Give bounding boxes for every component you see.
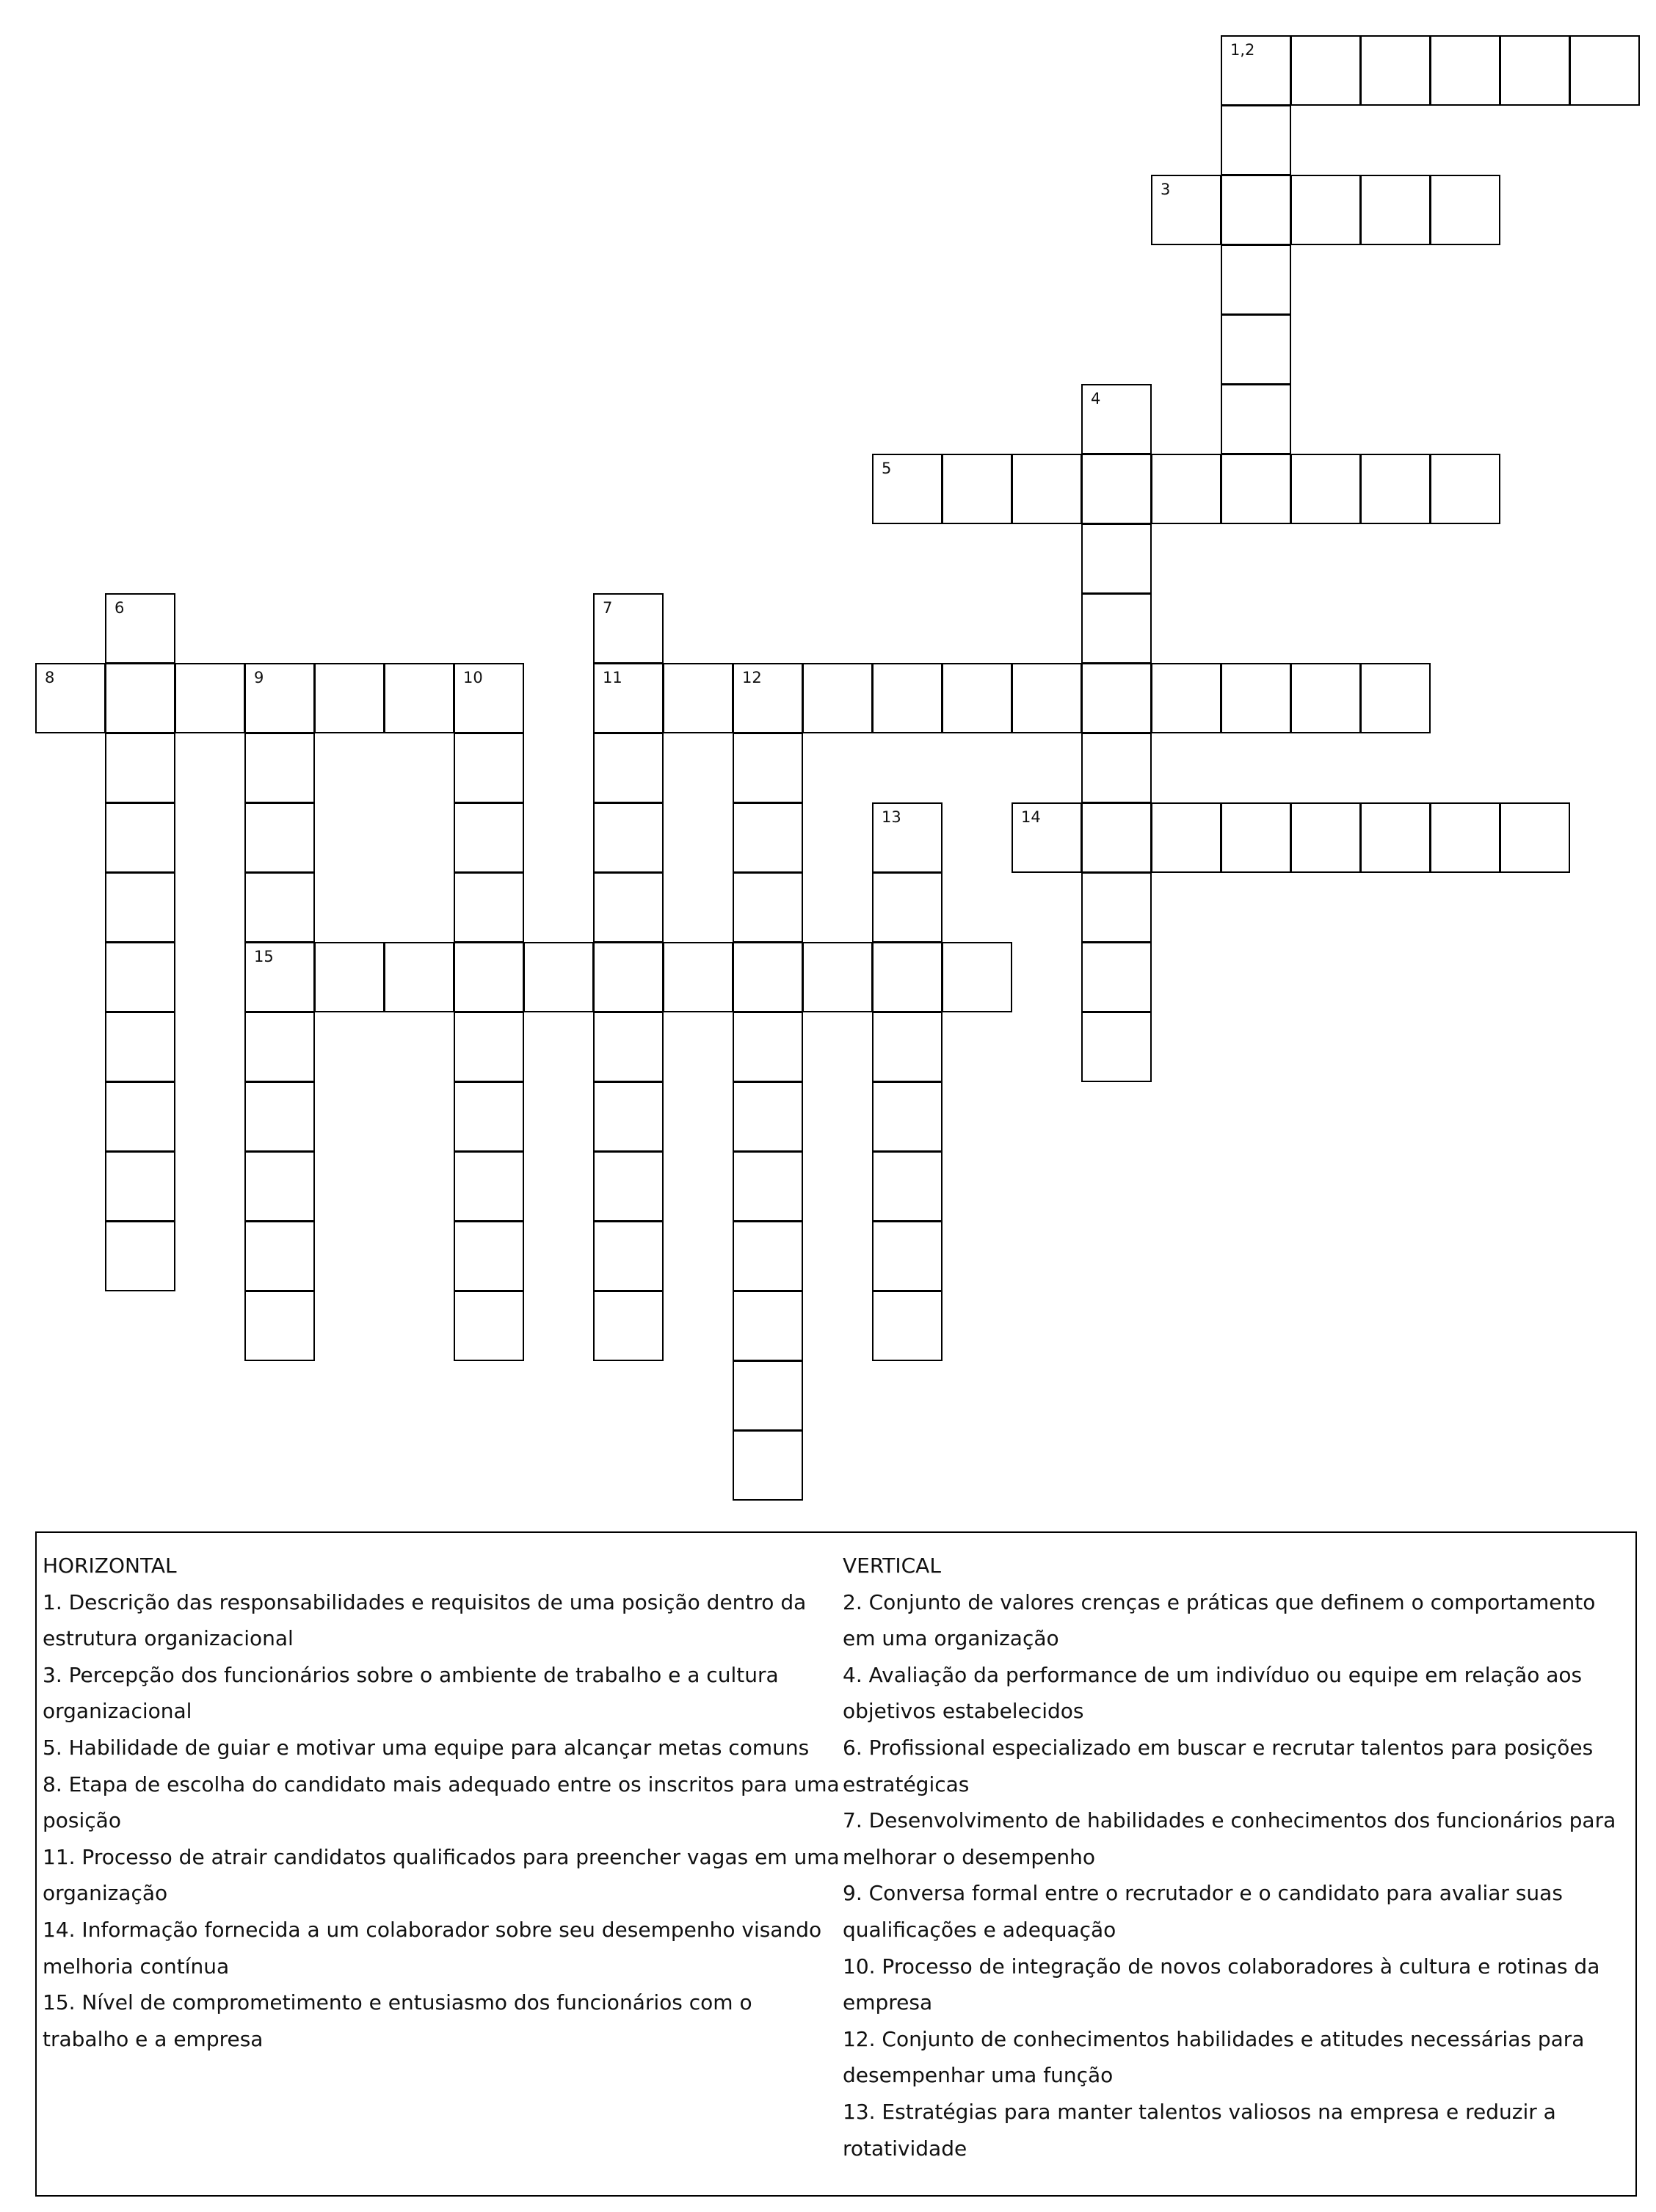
grid-cell[interactable]	[593, 802, 664, 873]
grid-cell[interactable]	[454, 663, 524, 733]
grid-cell[interactable]	[733, 663, 803, 733]
grid-cell[interactable]	[1221, 35, 1291, 106]
grid-cell[interactable]	[314, 663, 385, 733]
grid-cell[interactable]	[1081, 733, 1152, 803]
grid-cell[interactable]	[1290, 802, 1361, 873]
clue-down-2: 2. Conjunto de valores crenças e práticas que definem o comportamento em uma organização	[843, 1589, 1596, 1651]
grid-cell[interactable]	[593, 1291, 664, 1361]
grid-cell[interactable]	[802, 663, 873, 733]
clue-down-9: 9. Conversa formal entre o recrutador e o candidato para avaliar suas qualificações e adequação	[843, 1881, 1563, 1942]
grid-cell[interactable]	[244, 1151, 315, 1222]
grid-cell[interactable]	[1012, 802, 1082, 873]
grid-cell[interactable]	[733, 1360, 803, 1431]
grid-cell[interactable]	[105, 1012, 175, 1082]
grid-cell[interactable]	[1012, 663, 1082, 733]
grid-cell[interactable]	[593, 1012, 664, 1082]
grid-cell[interactable]	[1151, 454, 1221, 524]
grid-cell[interactable]	[593, 1081, 664, 1152]
vertical-heading: VERTICAL	[843, 1553, 941, 1578]
grid-cell[interactable]	[733, 1221, 803, 1291]
grid-cell[interactable]	[1081, 872, 1152, 943]
grid-cell[interactable]	[733, 1012, 803, 1082]
grid-cell[interactable]	[593, 872, 664, 943]
grid-cell[interactable]	[454, 1221, 524, 1291]
grid-cell[interactable]	[454, 802, 524, 873]
clue-down-12: 12. Conjunto de conhecimentos habilidades e atitudes necessárias para desempenhar uma função	[843, 2026, 1585, 2088]
grid-cell[interactable]	[244, 1012, 315, 1082]
grid-cell[interactable]	[663, 663, 733, 733]
grid-cell[interactable]	[1430, 454, 1500, 524]
grid-cell[interactable]	[872, 1291, 943, 1361]
grid-cell[interactable]	[1360, 663, 1431, 733]
clue-number: 1,2	[1230, 41, 1255, 59]
grid-cell[interactable]	[1360, 454, 1431, 524]
clue-number: 3	[1161, 181, 1171, 198]
grid-cell[interactable]	[872, 802, 943, 873]
clues-panel	[35, 1531, 1637, 2197]
grid-cell[interactable]	[733, 1151, 803, 1222]
clue-number: 8	[45, 669, 55, 686]
grid-cell[interactable]	[384, 942, 454, 1012]
grid-cell[interactable]	[733, 1291, 803, 1361]
grid-cell[interactable]	[872, 454, 943, 524]
grid-cell[interactable]	[105, 942, 175, 1012]
grid-cell[interactable]	[1221, 105, 1291, 175]
grid-cell[interactable]	[314, 942, 385, 1012]
clue-across-15: 15. Nível de comprometimento e entusiasmo dos funcionários com o trabalho e a empresa	[43, 1990, 752, 2051]
clue-number: 7	[603, 599, 613, 617]
grid-cell[interactable]	[1290, 454, 1361, 524]
clue-down-13: 13. Estratégias para manter talentos valiosos na empresa e reduzir a rotatividade	[843, 2099, 1556, 2161]
clue-number: 12	[742, 669, 762, 686]
grid-cell[interactable]	[733, 1081, 803, 1152]
grid-cell[interactable]	[1430, 35, 1500, 106]
grid-cell[interactable]	[1360, 802, 1431, 873]
grid-cell[interactable]	[105, 1221, 175, 1291]
grid-cell[interactable]	[384, 663, 454, 733]
grid-cell[interactable]	[1360, 175, 1431, 245]
clue-number: 6	[115, 599, 125, 617]
grid-cell[interactable]	[1500, 35, 1570, 106]
grid-cell[interactable]	[1221, 802, 1291, 873]
grid-cell[interactable]	[942, 454, 1012, 524]
clue-number: 11	[603, 669, 622, 686]
clue-down-7: 7. Desenvolvimento de habilidades e conhecimentos dos funcionários para melhorar o desempenho	[843, 1808, 1616, 1869]
grid-cell[interactable]	[105, 733, 175, 803]
grid-cell[interactable]	[454, 942, 524, 1012]
grid-cell[interactable]	[105, 663, 175, 733]
grid-cell[interactable]	[1221, 454, 1291, 524]
clue-down-4: 4. Avaliação da performance de um indivíduo ou equipe em relação aos objetivos estabelecidos	[843, 1662, 1583, 1724]
grid-cell[interactable]	[593, 663, 664, 733]
grid-cell[interactable]	[1360, 35, 1431, 106]
grid-cell[interactable]	[244, 1221, 315, 1291]
grid-cell[interactable]	[1151, 802, 1221, 873]
grid-cell[interactable]	[454, 872, 524, 943]
grid-cell[interactable]	[244, 733, 315, 803]
grid-cell[interactable]	[593, 593, 664, 664]
grid-cell[interactable]	[244, 1291, 315, 1361]
clue-number: 4	[1091, 390, 1101, 407]
clue-across-5: 5. Habilidade de guiar e motivar uma equipe para alcançar metas comuns	[43, 1735, 810, 1760]
clue-across-14: 14. Informação fornecida a um colaborador sobre seu desempenho visando melhoria contínua	[43, 1917, 822, 1979]
grid-cell[interactable]	[454, 1151, 524, 1222]
grid-cell[interactable]	[872, 872, 943, 943]
grid-cell[interactable]	[733, 872, 803, 943]
grid-cell[interactable]	[105, 593, 175, 664]
grid-cell[interactable]	[244, 872, 315, 943]
grid-cell[interactable]	[733, 733, 803, 803]
vertical-clues	[843, 1548, 1628, 2166]
grid-cell[interactable]	[733, 942, 803, 1012]
grid-cell[interactable]	[1151, 663, 1221, 733]
horizontal-clues	[43, 1548, 843, 2057]
grid-cell[interactable]	[175, 663, 245, 733]
clue-across-3: 3. Percepção dos funcionários sobre o ambiente de trabalho e a cultura organizacional	[43, 1662, 779, 1724]
grid-cell[interactable]	[35, 663, 106, 733]
grid-cell[interactable]	[593, 733, 664, 803]
grid-cell[interactable]	[872, 1151, 943, 1222]
grid-cell[interactable]	[1081, 523, 1152, 594]
grid-cell[interactable]	[1221, 175, 1291, 245]
grid-cell[interactable]	[1500, 802, 1570, 873]
grid-cell[interactable]	[454, 1291, 524, 1361]
grid-cell[interactable]	[872, 942, 943, 1012]
grid-cell[interactable]	[1430, 802, 1500, 873]
clue-number: 15	[254, 948, 274, 965]
clue-number: 9	[254, 669, 264, 686]
grid-cell[interactable]	[454, 1081, 524, 1152]
grid-cell[interactable]	[593, 1151, 664, 1222]
grid-cell[interactable]	[523, 942, 594, 1012]
clue-number: 13	[882, 808, 901, 826]
grid-cell[interactable]	[1151, 175, 1221, 245]
grid-cell[interactable]	[1081, 663, 1152, 733]
grid-cell[interactable]	[1290, 175, 1361, 245]
clue-across-8: 8. Etapa de escolha do candidato mais adequado entre os inscritos para uma posição	[43, 1772, 840, 1833]
clue-down-6: 6. Profissional especializado em buscar e recrutar talentos para posições estratégicas	[843, 1735, 1594, 1796]
grid-cell[interactable]	[105, 872, 175, 943]
grid-cell[interactable]	[1221, 244, 1291, 315]
grid-cell[interactable]	[872, 1081, 943, 1152]
grid-cell[interactable]	[1081, 1012, 1152, 1082]
grid-cell[interactable]	[593, 942, 664, 1012]
grid-cell[interactable]	[942, 663, 1012, 733]
grid-cell[interactable]	[1569, 35, 1640, 106]
grid-cell[interactable]	[105, 1081, 175, 1152]
grid-cell[interactable]	[1221, 384, 1291, 454]
grid-cell[interactable]	[454, 1012, 524, 1082]
grid-cell[interactable]	[733, 1430, 803, 1501]
grid-cell[interactable]	[1221, 663, 1291, 733]
grid-cell[interactable]	[663, 942, 733, 1012]
grid-cell[interactable]	[1221, 314, 1291, 385]
grid-cell[interactable]	[1290, 663, 1361, 733]
grid-cell[interactable]	[105, 802, 175, 873]
grid-cell[interactable]	[1081, 384, 1152, 454]
clue-number: 10	[463, 669, 483, 686]
clue-number: 5	[882, 460, 892, 477]
clue-number: 14	[1021, 808, 1041, 826]
grid-cell[interactable]	[1290, 35, 1361, 106]
grid-cell[interactable]	[872, 1221, 943, 1291]
clue-across-1: 1. Descrição das responsabilidades e requisitos de uma posição dentro da estrutura organizacional	[43, 1589, 807, 1651]
grid-cell[interactable]	[1081, 454, 1152, 524]
grid-cell[interactable]	[802, 942, 873, 1012]
grid-cell[interactable]	[733, 802, 803, 873]
grid-cell[interactable]	[244, 942, 315, 1012]
clue-down-10: 10. Processo de integração de novos colaboradores à cultura e rotinas da empresa	[843, 1954, 1600, 2015]
grid-cell[interactable]	[244, 663, 315, 733]
grid-cell[interactable]	[872, 663, 943, 733]
clue-across-11: 11. Processo de atrair candidatos qualificados para preencher vagas em uma organização	[43, 1844, 840, 1906]
grid-cell[interactable]	[105, 1151, 175, 1222]
grid-cell[interactable]	[1081, 802, 1152, 873]
horizontal-heading: HORIZONTAL	[43, 1553, 177, 1578]
grid-cell[interactable]	[1081, 593, 1152, 664]
grid-cell[interactable]	[454, 733, 524, 803]
grid-cell[interactable]	[244, 802, 315, 873]
grid-cell[interactable]	[872, 1012, 943, 1082]
grid-cell[interactable]	[1012, 454, 1082, 524]
grid-cell[interactable]	[593, 1221, 664, 1291]
grid-cell[interactable]	[1430, 175, 1500, 245]
grid-cell[interactable]	[244, 1081, 315, 1152]
grid-cell[interactable]	[942, 942, 1012, 1012]
grid-cell[interactable]	[1081, 942, 1152, 1012]
